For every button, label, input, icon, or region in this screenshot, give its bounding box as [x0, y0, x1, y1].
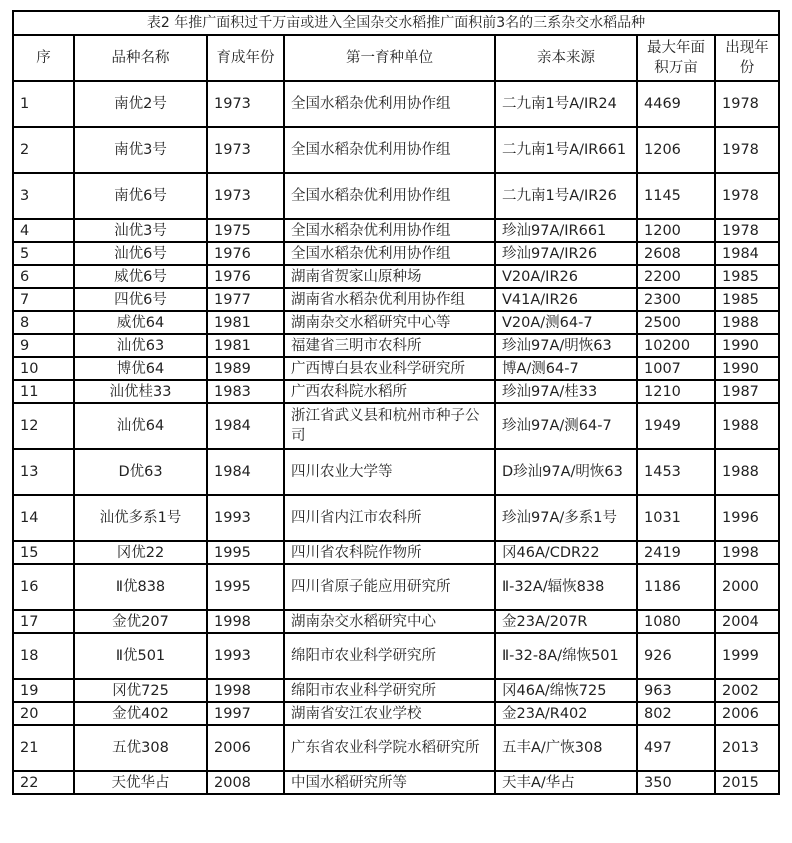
- variety-name: 五优308: [74, 725, 207, 771]
- row-index: 17: [13, 610, 74, 633]
- parent-source: 珍汕97A/桂33: [495, 380, 637, 403]
- parent-source: 二九南1号A/IR661: [495, 127, 637, 173]
- breeder-unit: 全国水稻杂优利用协作组: [284, 127, 495, 173]
- breed-year: 1976: [207, 242, 284, 265]
- header-max-area: 最大年面积万亩: [637, 35, 715, 81]
- variety-name: 汕优多系1号: [74, 495, 207, 541]
- parent-source: V20A/IR26: [495, 265, 637, 288]
- variety-name: 金优402: [74, 702, 207, 725]
- row-index: 13: [13, 449, 74, 495]
- breed-year: 1973: [207, 127, 284, 173]
- breed-year: 1997: [207, 702, 284, 725]
- table-row: [13, 725, 779, 771]
- parent-source: V20A/测64-7: [495, 311, 637, 334]
- breeder-unit: 中国水稻研究所等: [284, 771, 495, 794]
- variety-name: 汕优3号: [74, 219, 207, 242]
- header-index: 序: [13, 35, 74, 81]
- table-row: [13, 334, 779, 357]
- breeder-unit: 湖南杂交水稻研究中心: [284, 610, 495, 633]
- parent-source: Ⅱ-32A/辐恢838: [495, 564, 637, 610]
- breed-year: 1993: [207, 633, 284, 679]
- breeder-unit: 全国水稻杂优利用协作组: [284, 219, 495, 242]
- appear-year: 1999: [715, 633, 779, 679]
- max-annual-area: 350: [637, 771, 715, 794]
- header-variety: 品种名称: [74, 35, 207, 81]
- variety-name: 汕优桂33: [74, 380, 207, 403]
- data-table-container: [12, 10, 778, 795]
- variety-name: 南优6号: [74, 173, 207, 219]
- row-index: 22: [13, 771, 74, 794]
- parent-source: 珍汕97A/IR26: [495, 242, 637, 265]
- table-row: [13, 702, 779, 725]
- variety-name: 南优3号: [74, 127, 207, 173]
- max-annual-area: 2200: [637, 265, 715, 288]
- table-row: [13, 449, 779, 495]
- parent-source: Ⅱ-32-8A/绵恢501: [495, 633, 637, 679]
- breeder-unit: 四川农业大学等: [284, 449, 495, 495]
- appear-year: 1978: [715, 173, 779, 219]
- row-index: 11: [13, 380, 74, 403]
- breeder-unit: 福建省三明市农科所: [284, 334, 495, 357]
- appear-year: 2000: [715, 564, 779, 610]
- max-annual-area: 1949: [637, 403, 715, 449]
- parent-source: 珍汕97A/测64-7: [495, 403, 637, 449]
- table-row: [13, 288, 779, 311]
- row-index: 12: [13, 403, 74, 449]
- breeder-unit: 四川省原子能应用研究所: [284, 564, 495, 610]
- breed-year: 1995: [207, 564, 284, 610]
- row-index: 14: [13, 495, 74, 541]
- table-row: [13, 380, 779, 403]
- rice-variety-table: [12, 10, 780, 795]
- variety-name: Ⅱ优501: [74, 633, 207, 679]
- max-annual-area: 2608: [637, 242, 715, 265]
- variety-name: 金优207: [74, 610, 207, 633]
- appear-year: 1990: [715, 357, 779, 380]
- table-body: [13, 81, 779, 794]
- appear-year: 1984: [715, 242, 779, 265]
- parent-source: 天丰A/华占: [495, 771, 637, 794]
- parent-source: 博A/测64-7: [495, 357, 637, 380]
- breed-year: 1983: [207, 380, 284, 403]
- breed-year: 1984: [207, 403, 284, 449]
- row-index: 15: [13, 541, 74, 564]
- appear-year: 1998: [715, 541, 779, 564]
- row-index: 19: [13, 679, 74, 702]
- appear-year: 1988: [715, 311, 779, 334]
- max-annual-area: 1186: [637, 564, 715, 610]
- table-row: [13, 357, 779, 380]
- parent-source: 珍汕97A/IR661: [495, 219, 637, 242]
- row-index: 1: [13, 81, 74, 127]
- table-row: [13, 403, 779, 449]
- breed-year: 2008: [207, 771, 284, 794]
- max-annual-area: 4469: [637, 81, 715, 127]
- variety-name: 冈优22: [74, 541, 207, 564]
- variety-name: 冈优725: [74, 679, 207, 702]
- breed-year: 1998: [207, 679, 284, 702]
- breeder-unit: 湖南省安江农业学校: [284, 702, 495, 725]
- breeder-unit: 绵阳市农业科学研究所: [284, 633, 495, 679]
- table-row: [13, 81, 779, 127]
- variety-name: 天优华占: [74, 771, 207, 794]
- variety-name: 博优64: [74, 357, 207, 380]
- parent-source: 珍汕97A/多系1号: [495, 495, 637, 541]
- breeder-unit: 全国水稻杂优利用协作组: [284, 81, 495, 127]
- appear-year: 2015: [715, 771, 779, 794]
- appear-year: 1988: [715, 449, 779, 495]
- header-breed-year: 育成年份: [207, 35, 284, 81]
- header-row: [13, 35, 779, 81]
- parent-source: 二九南1号A/IR24: [495, 81, 637, 127]
- appear-year: 1985: [715, 288, 779, 311]
- table-row: [13, 127, 779, 173]
- row-index: 4: [13, 219, 74, 242]
- appear-year: 1987: [715, 380, 779, 403]
- breed-year: 1981: [207, 311, 284, 334]
- appear-year: 2013: [715, 725, 779, 771]
- row-index: 10: [13, 357, 74, 380]
- breeder-unit: 广西博白县农业科学研究所: [284, 357, 495, 380]
- table-row: [13, 679, 779, 702]
- appear-year: 2002: [715, 679, 779, 702]
- max-annual-area: 926: [637, 633, 715, 679]
- row-index: 7: [13, 288, 74, 311]
- table-row: [13, 771, 779, 794]
- breed-year: 1993: [207, 495, 284, 541]
- max-annual-area: 2300: [637, 288, 715, 311]
- appear-year: 2006: [715, 702, 779, 725]
- parent-source: 冈46A/绵恢725: [495, 679, 637, 702]
- breeder-unit: 广东省农业科学院水稻研究所: [284, 725, 495, 771]
- max-annual-area: 1200: [637, 219, 715, 242]
- row-index: 5: [13, 242, 74, 265]
- breeder-unit: 湖南省水稻杂优利用协作组: [284, 288, 495, 311]
- breed-year: 1981: [207, 334, 284, 357]
- row-index: 18: [13, 633, 74, 679]
- table-title: 表2 年推广面积过千万亩或进入全国杂交水稻推广面积前3名的三系杂交水稻品种: [13, 11, 779, 35]
- parent-source: 五丰A/广恢308: [495, 725, 637, 771]
- row-index: 2: [13, 127, 74, 173]
- breed-year: 1973: [207, 173, 284, 219]
- appear-year: 1988: [715, 403, 779, 449]
- row-index: 16: [13, 564, 74, 610]
- max-annual-area: 10200: [637, 334, 715, 357]
- parent-source: D珍汕97A/明恢63: [495, 449, 637, 495]
- max-annual-area: 2419: [637, 541, 715, 564]
- variety-name: D优63: [74, 449, 207, 495]
- table-row: [13, 265, 779, 288]
- header-breeder: 第一育种单位: [284, 35, 495, 81]
- parent-source: V41A/IR26: [495, 288, 637, 311]
- breeder-unit: 四川省农科院作物所: [284, 541, 495, 564]
- appear-year: 1978: [715, 81, 779, 127]
- appear-year: 1978: [715, 127, 779, 173]
- breeder-unit: 广西农科院水稻所: [284, 380, 495, 403]
- max-annual-area: 802: [637, 702, 715, 725]
- max-annual-area: 1007: [637, 357, 715, 380]
- max-annual-area: 1206: [637, 127, 715, 173]
- breeder-unit: 全国水稻杂优利用协作组: [284, 242, 495, 265]
- max-annual-area: 497: [637, 725, 715, 771]
- row-index: 3: [13, 173, 74, 219]
- max-annual-area: 963: [637, 679, 715, 702]
- table-row: [13, 311, 779, 334]
- parent-source: 冈46A/CDR22: [495, 541, 637, 564]
- breeder-unit: 浙江省武义县和杭州市种子公司: [284, 403, 495, 449]
- breed-year: 1977: [207, 288, 284, 311]
- appear-year: 2004: [715, 610, 779, 633]
- row-index: 21: [13, 725, 74, 771]
- parent-source: 二九南1号A/IR26: [495, 173, 637, 219]
- breeder-unit: 绵阳市农业科学研究所: [284, 679, 495, 702]
- variety-name: 四优6号: [74, 288, 207, 311]
- table-row: [13, 633, 779, 679]
- variety-name: 威优6号: [74, 265, 207, 288]
- table-row: [13, 242, 779, 265]
- table-row: [13, 564, 779, 610]
- row-index: 9: [13, 334, 74, 357]
- breed-year: 1995: [207, 541, 284, 564]
- table-row: [13, 495, 779, 541]
- breed-year: 1975: [207, 219, 284, 242]
- breed-year: 1976: [207, 265, 284, 288]
- row-index: 20: [13, 702, 74, 725]
- max-annual-area: 1145: [637, 173, 715, 219]
- table-row: [13, 610, 779, 633]
- appear-year: 1985: [715, 265, 779, 288]
- breeder-unit: 四川省内江市农科所: [284, 495, 495, 541]
- breeder-unit: 湖南省贺家山原种场: [284, 265, 495, 288]
- breed-year: 1984: [207, 449, 284, 495]
- table-row: [13, 541, 779, 564]
- row-index: 8: [13, 311, 74, 334]
- breed-year: 1998: [207, 610, 284, 633]
- caption-row: [13, 11, 779, 35]
- max-annual-area: 2500: [637, 311, 715, 334]
- max-annual-area: 1210: [637, 380, 715, 403]
- parent-source: 金23A/207R: [495, 610, 637, 633]
- variety-name: 威优64: [74, 311, 207, 334]
- breeder-unit: 全国水稻杂优利用协作组: [284, 173, 495, 219]
- variety-name: 汕优6号: [74, 242, 207, 265]
- breed-year: 1989: [207, 357, 284, 380]
- variety-name: 汕优64: [74, 403, 207, 449]
- appear-year: 1996: [715, 495, 779, 541]
- breed-year: 1973: [207, 81, 284, 127]
- breeder-unit: 湖南杂交水稻研究中心等: [284, 311, 495, 334]
- appear-year: 1978: [715, 219, 779, 242]
- parent-source: 珍汕97A/明恢63: [495, 334, 637, 357]
- header-parents: 亲本来源: [495, 35, 637, 81]
- header-appear-year: 出现年份: [715, 35, 779, 81]
- max-annual-area: 1031: [637, 495, 715, 541]
- variety-name: Ⅱ优838: [74, 564, 207, 610]
- table-row: [13, 219, 779, 242]
- table-row: [13, 173, 779, 219]
- breed-year: 2006: [207, 725, 284, 771]
- max-annual-area: 1453: [637, 449, 715, 495]
- parent-source: 金23A/R402: [495, 702, 637, 725]
- appear-year: 1990: [715, 334, 779, 357]
- variety-name: 南优2号: [74, 81, 207, 127]
- max-annual-area: 1080: [637, 610, 715, 633]
- variety-name: 汕优63: [74, 334, 207, 357]
- row-index: 6: [13, 265, 74, 288]
